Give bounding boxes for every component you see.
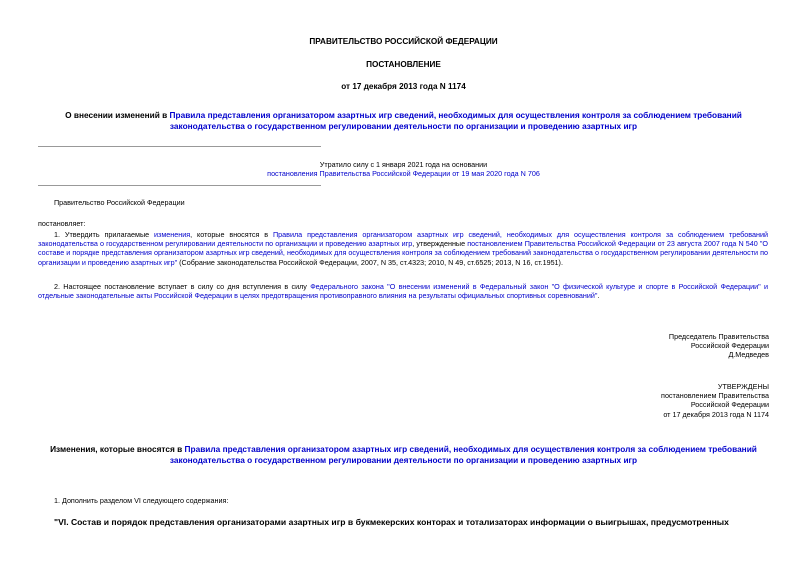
rules-link-2[interactable]: Правила представления организатором азартных игр сведений, необходимых для осуществления контроля за соблюдением требований законодательства о государственном регулировании деятельности по организации и проведению азартных игр bbox=[38, 230, 768, 249]
repeal-status bbox=[180, 160, 627, 178]
changes-item-1: 1. Дополнить разделом VI следующего содержания: bbox=[54, 496, 229, 505]
signature-block bbox=[669, 332, 769, 360]
p1-text-1: 1. Утвердить прилагаемые bbox=[54, 230, 155, 239]
approved-date: от 17 декабря 2013 года N 1174 bbox=[663, 409, 769, 419]
p2-text-1: 2. Настоящее постановление вступает в силу со дня вступления в силу bbox=[54, 282, 311, 291]
p1-text-4: (Собрание законодательства Российской Федерации, 2007, N 35, ст.4323; 2010, N 49, ст.6525; 2013, N 16, ст.1951). bbox=[177, 257, 563, 267]
changes-prefix: Изменения, которые вносятся в bbox=[50, 444, 185, 454]
document-date: от 17 декабря 2013 года N 1174 bbox=[341, 82, 466, 91]
signature-position: Председатель Правительства bbox=[668, 332, 769, 341]
approved-by: постановлением Правительства bbox=[661, 391, 769, 401]
p1-text-3: , утвержденные bbox=[412, 239, 468, 249]
changes-link[interactable]: изменения bbox=[154, 230, 191, 239]
government-heading: ПРАВИТЕЛЬСТВО РОССИЙСКОЙ ФЕДЕРАЦИИ bbox=[309, 37, 498, 46]
repeal-status-text: Утратило силу с 1 января 2021 года на основании bbox=[319, 160, 488, 169]
decides-label: постановляет: bbox=[38, 219, 86, 228]
title-prefix: О внесении изменений в bbox=[65, 110, 170, 120]
rules-link[interactable]: Правила представления организатором азартных игр сведений, необходимых для осуществления контроля за соблюдением требований законодательства о государственном регулировании деятельности по организации и проведению азартных игр bbox=[169, 110, 742, 131]
decree-540-link[interactable]: постановлением Правительства Российской Федерации от 23 августа 2007 года N 540 "О составе и порядке представления организатором азартных игр сведений, необходимых для осуществления контроля за соблюдением требований законодательства о государственном регулировании деятельности по организации и проведению азартных игр" bbox=[38, 239, 769, 267]
changes-heading bbox=[40, 444, 767, 466]
signature-name: Д.Медведев bbox=[728, 350, 769, 360]
paragraph-2 bbox=[38, 282, 768, 300]
document-title bbox=[30, 110, 777, 132]
rules-link-3[interactable]: Правила представления организатором азартных игр сведений, необходимых для осуществления контроля за соблюдением требований законодательства о государственном регулировании деятельности по организации и проведению азартных игр bbox=[169, 444, 757, 465]
approved-label: УТВЕРЖДЕНЫ bbox=[717, 382, 769, 391]
divider-top bbox=[38, 146, 321, 147]
approved-country: Российской Федерации bbox=[690, 400, 769, 410]
section-vi-heading: "VI. Состав и порядок представления организаторами азартных игр в букмекерских конторах и тотализаторах информации о выигрышах, предусмотренных bbox=[54, 517, 729, 527]
p1-text-2: , которые вносятся в bbox=[190, 230, 273, 239]
signature-country: Российской Федерации bbox=[690, 341, 769, 351]
federal-law-link[interactable]: Федерального закона "О внесении изменений в Федеральный закон "О физической культуре и спорте в Российской Федерации" и отдельные законодательные акты Российской Федерации в целях предотвращения противоправного влияния на результаты официальных спортивных соревнований" bbox=[38, 282, 768, 301]
government-name: Правительство Российской Федерации bbox=[54, 198, 185, 207]
document-type-heading: ПОСТАНОВЛЕНИЕ bbox=[366, 60, 441, 69]
approval-stamp bbox=[661, 382, 769, 419]
repeal-decree-link[interactable]: постановления Правительства Российской Федерации от 19 мая 2020 года N 706 bbox=[267, 169, 540, 179]
p2-text-2: . bbox=[597, 291, 600, 301]
paragraph-1 bbox=[38, 230, 768, 267]
divider-bottom bbox=[38, 185, 321, 186]
